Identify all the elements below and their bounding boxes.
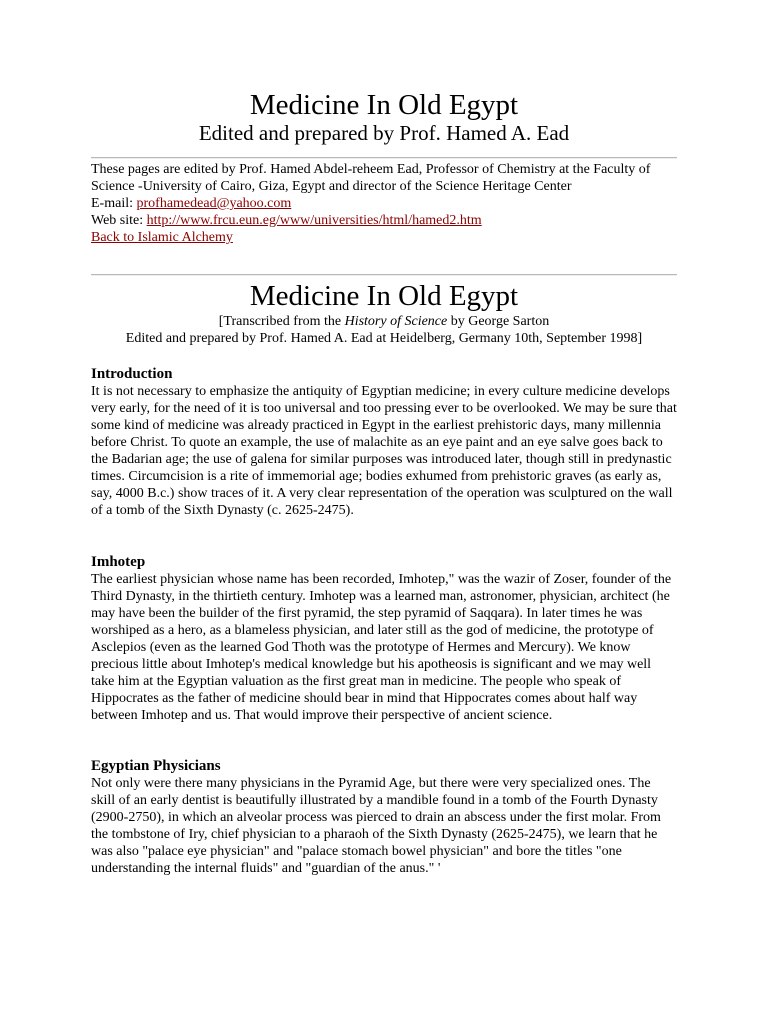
email-link[interactable]: profhamedead@yahoo.com <box>136 196 292 211</box>
section-egyptian-physicians <box>91 758 677 877</box>
page-subtitle: Edited and prepared by Prof. Hamed A. Ead <box>198 121 570 145</box>
website-line <box>91 212 677 229</box>
email-line <box>91 195 677 212</box>
website-link[interactable]: http://www.frcu.eun.eg/www/universities/html/hamed2.htm <box>146 213 482 228</box>
section-heading: Egyptian Physicians <box>91 758 221 774</box>
editor-description: These pages are edited by Prof. Hamed Abdel-reheem Ead, Professor of Chemistry at the Faculty of Science -University of Cairo, Giza, Egypt and director of the Science Heritage Center <box>91 162 651 194</box>
page-title: Medicine In Old Egypt <box>249 89 519 121</box>
section-imhotep <box>91 554 677 724</box>
source-prefix: [Transcribed from the <box>218 314 345 329</box>
source-line <box>91 313 677 330</box>
section-body: Not only were there many physicians in the Pyramid Age, but there were very specialized ones. The skill of an early dentist is beautifully illustrated by a mandible found in a tomb of the Fourth Dynasty (2900-2750), in which an alveolar process was pierced to drain an abscess under the first molar. From the tombstone of Iry, chief physician to a pharaoh of the Sixth Dynasty (2625-2475), we learn that he was also "palace eye physician" and "palace stomach bowel physician" and bore the titles "one understanding the internal fluids" and "guardian of the anus." ' <box>91 776 661 876</box>
article-title: Medicine In Old Egypt <box>249 280 519 312</box>
source-suffix: by George Sarton <box>447 314 550 329</box>
section-heading: Introduction <box>91 366 173 382</box>
email-label: E-mail: <box>91 196 137 211</box>
source-edit-line: Edited and prepared by Prof. Hamed A. Ead at Heidelberg, Germany 10th, September 1998] <box>125 331 643 346</box>
source-note <box>91 313 677 347</box>
back-line <box>91 229 677 246</box>
section-body: The earliest physician whose name has been recorded, Imhotep," was the wazir of Zoser, founder of the Third Dynasty, in the thirtieth century. Imhotep was a learned man, astronomer, physician, architect (he may have been the builder of the first pyramid, the step pyramid of Saqqara). In later times he was worshiped as a hero, as a blameless physician, and later still as the god of medicine, the prototype of Asclepios (even as the learned God Thoth was the prototype of Hermes and Mercury). We know precious little about Imhotep's medical knowledge but his apotheosis is significant and we may well take him at the Egyptian valuation as the first great man in medicine. The people who speak of Hippocrates as the father of medicine should bear in mind that Hippocrates comes about half way between Imhotep and us. That would improve their perspective of ancient science. <box>91 572 672 723</box>
section-introduction <box>91 366 677 519</box>
horizontal-divider <box>91 157 677 159</box>
source-book-title: History of Science <box>344 314 448 329</box>
horizontal-divider <box>91 274 677 276</box>
section-heading: Imhotep <box>91 554 146 570</box>
website-label: Web site: <box>91 213 147 228</box>
section-body: It is not necessary to emphasize the antiquity of Egyptian medicine; in every culture medicine develops very early, for the need of it is too universal and too pressing ever to be overlooked. We may be sure that some kind of medicine was already practiced in Egypt in the earliest prehistoric days, many millennia before Christ. To quote an example, the use of malachite as an eye paint and an eye salve goes back to the Badarian age; the use of galena for similar purposes was introduced later, though still in predynastic times. Circumcision is a rite of immemorial age; bodies exhumed from prehistoric graves (as early as, say, 4000 B.c.) show traces of it. A very clear representation of the operation was sculptured on the wall of a tomb of the Sixth Dynasty (c. 2625-2475). <box>91 384 677 518</box>
editor-info <box>91 161 677 246</box>
back-to-islamic-alchemy-link[interactable]: Back to Islamic Alchemy <box>91 230 233 245</box>
